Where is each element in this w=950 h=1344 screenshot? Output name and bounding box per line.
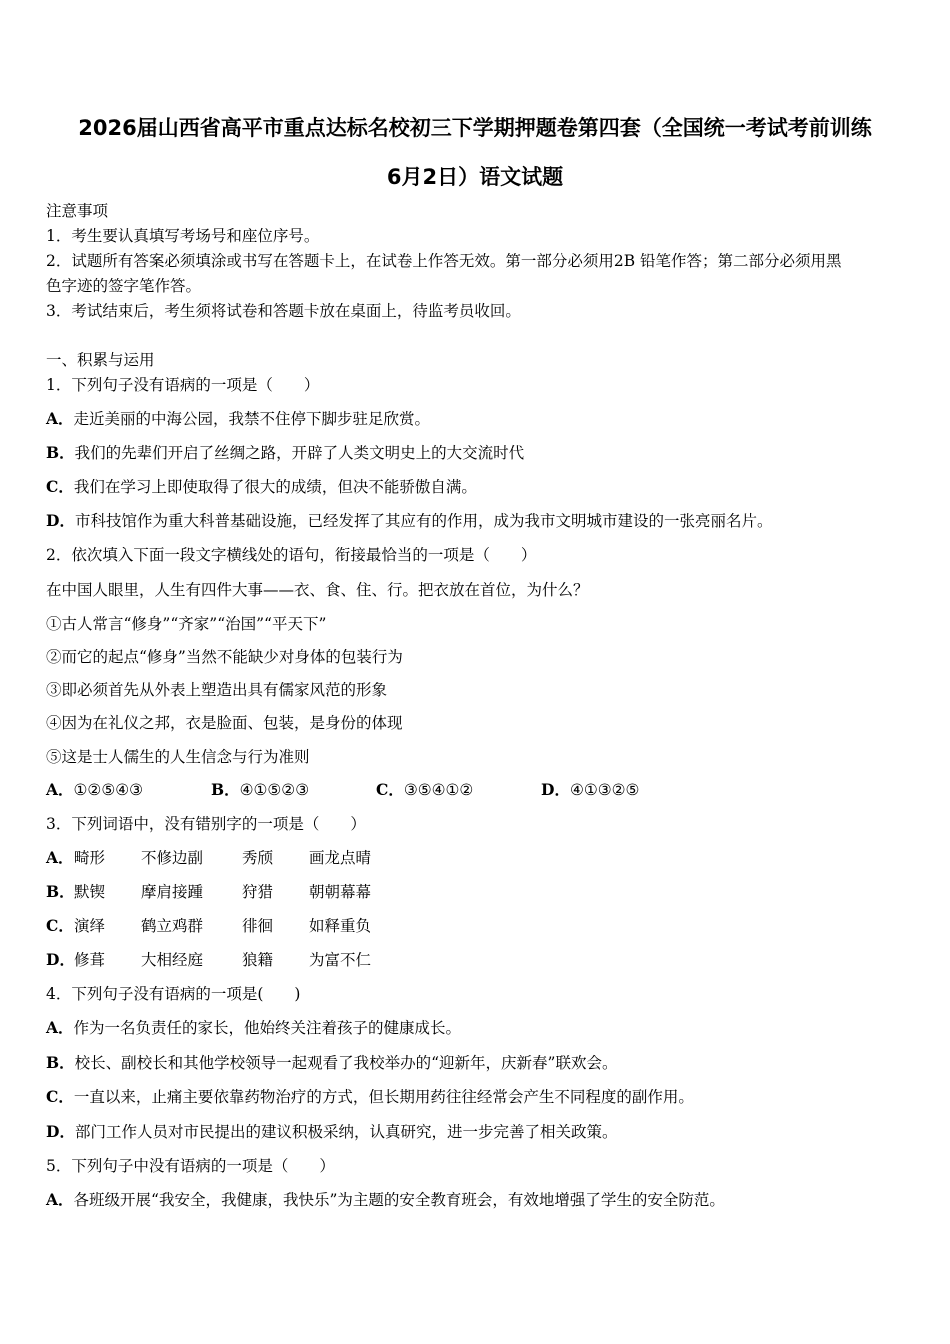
option-text: 部门工作人员对市民提出的建议积极采纳，认真研究，进一步完善了相关政策。 (74, 1123, 618, 1141)
q2-option-c (376, 780, 541, 800)
option-label: B． (211, 780, 240, 799)
word: 如释重负 (309, 917, 372, 935)
option-text: ④①③②⑤ (569, 781, 640, 799)
word: 大相经庭 (141, 951, 204, 969)
question-1-stem: 1．下列句子没有语病的一项是（ ） (46, 376, 320, 394)
question-3-stem: 3．下列词语中，没有错别字的一项是（ ） (46, 815, 366, 833)
option-label: B． (46, 882, 75, 901)
title-line-2: 6月2日）语文试题 (386, 165, 564, 189)
word: 默锲 (74, 883, 106, 901)
q4-option-c (46, 1087, 694, 1107)
option-text: 我们的先辈们开启了丝绸之路，开辟了人类文明史上的大交流时代 (74, 444, 525, 462)
option-label: D． (46, 1122, 75, 1141)
word: 秀颀 (242, 849, 274, 867)
word: 朝朝幕幕 (309, 883, 372, 901)
option-label: C． (376, 780, 404, 799)
word: 狼籍 (242, 951, 274, 969)
q3-option-a (46, 848, 371, 868)
option-text: 各班级开展“我安全，我健康，我快乐”为主题的安全教育班会，有效地增强了学生的安全防范。 (73, 1191, 725, 1209)
option-text: 我们在学习上即使取得了很大的成绩，但决不能骄傲自满。 (73, 478, 477, 496)
q2-passage: 在中国人眼里，人生有四件大事——衣、食、住、行。把衣放在首位，为什么？ (46, 581, 589, 599)
option-label: B． (46, 443, 75, 462)
q2-sentence: ②而它的起点“修身”当然不能缺少对身体的包装行为 (46, 648, 403, 666)
word: 画龙点晴 (309, 849, 372, 867)
q4-option-a (46, 1018, 461, 1038)
question-5-stem: 5．下列句子中没有语病的一项是（ ） (46, 1157, 335, 1175)
option-label: C． (46, 1087, 74, 1106)
section-heading: 一、积累与运用 (46, 351, 155, 369)
q2-sentence: ①古人常言“修身”“齐家”“治国”“平天下” (46, 615, 327, 633)
word: 鹤立鸡群 (141, 917, 204, 935)
word: 狩猎 (242, 883, 274, 901)
q3-option-b (46, 882, 371, 902)
q4-option-d (46, 1122, 617, 1142)
word: 为富不仁 (309, 951, 372, 969)
word: 演绎 (74, 917, 106, 935)
q4-option-b (46, 1053, 617, 1073)
option-text: ③⑤④①② (403, 781, 474, 799)
q2-option-b (211, 780, 376, 800)
note-item: 1．考生要认真填写考场号和座位序号。 (46, 227, 320, 245)
option-text: 作为一名负责任的家长，他始终关注着孩子的健康成长。 (73, 1019, 462, 1037)
q3-option-c (46, 916, 371, 936)
word: 修葺 (74, 951, 106, 969)
note-item: 色字迹的签字笔作答。 (46, 277, 202, 295)
word: 畸形 (74, 849, 106, 867)
q3-option-d (46, 950, 371, 970)
note-item: 3．考试结束后，考生须将试卷和答题卡放在桌面上，待监考员收回。 (46, 302, 521, 320)
option-label: A． (46, 1190, 74, 1209)
q2-sentence: ③即必须首先从外表上塑造出具有儒家风范的形象 (46, 681, 388, 699)
option-label: A． (46, 780, 74, 799)
option-label: A． (46, 409, 74, 428)
question-4-stem: 4．下列句子没有语病的一项是( ) (46, 985, 301, 1003)
notes-heading: 注意事项 (46, 202, 109, 220)
option-text: 市科技馆作为重大科普基础设施，已经发挥了其应有的作用，成为我市文明城市建设的一张亮丽名片。 (74, 512, 773, 530)
option-label: A． (46, 1018, 74, 1037)
q1-option-c (46, 477, 477, 497)
q2-sentence: ④因为在礼仪之邦，衣是脸面、包装，是身份的体现 (46, 714, 403, 732)
word: 徘徊 (242, 917, 274, 935)
q2-options (46, 780, 639, 800)
option-label: A． (46, 848, 74, 867)
word: 不修边副 (141, 849, 204, 867)
q2-option-d (541, 780, 639, 800)
q2-sentence: ⑤这是士人儒生的人生信念与行为准则 (46, 748, 310, 766)
word: 摩肩接踵 (141, 883, 204, 901)
option-label: D． (541, 780, 570, 799)
q1-option-a (46, 409, 430, 429)
option-label: C． (46, 477, 74, 496)
question-2-stem: 2．依次填入下面一段文字横线处的语句，衔接最恰当的一项是（ ） (46, 546, 537, 564)
title-line-1: 2026届山西省高平市重点达标名校初三下学期押题卷第四套（全国统一考试考前训练 (78, 116, 872, 140)
option-label: B． (46, 1053, 75, 1072)
option-text: 走近美丽的中海公园，我禁不住停下脚步驻足欣赏。 (73, 410, 431, 428)
option-text: 一直以来，止痛主要依靠药物治疗的方式，但长期用药往往经常会产生不同程度的副作用。 (73, 1088, 694, 1106)
option-label: D． (46, 511, 75, 530)
q2-option-a (46, 780, 211, 800)
q5-option-a (46, 1190, 725, 1210)
option-text: 校长、副校长和其他学校领导一起观看了我校举办的“迎新年，庆新春”联欢会。 (74, 1054, 618, 1072)
option-text: ①②⑤④③ (73, 781, 144, 799)
option-label: C． (46, 916, 74, 935)
q1-option-b (46, 443, 524, 463)
option-text: ④①⑤②③ (239, 781, 310, 799)
q1-option-d (46, 511, 772, 531)
option-label: D． (46, 950, 75, 969)
note-item: 2．试题所有答案必须填涂或书写在答题卡上，在试卷上作答无效。第一部分必须用2B 铅笔作答；第二部分必须用黑 (46, 252, 842, 270)
